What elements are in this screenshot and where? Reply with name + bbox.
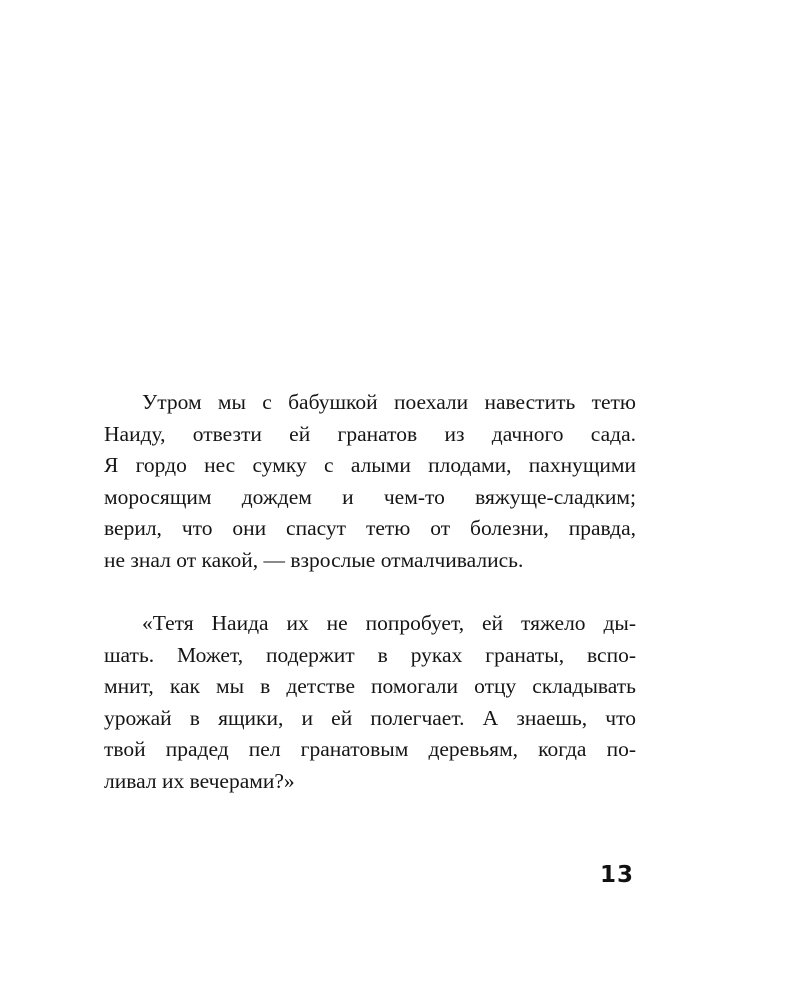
paragraph-line: твой прадед пел гранатовым деревьям, когда по- — [104, 737, 636, 761]
paragraph-line: верил, что они спасут тетю от болезни, правда, — [104, 516, 636, 540]
paragraph-line: не знал от какой, — взрослые отмалчивались. — [104, 547, 524, 572]
paragraph-line: ливал их вечерами?» — [104, 768, 295, 793]
paragraph-line: «Тетя Наида их не попробует, ей тяжело ды- — [142, 611, 636, 635]
paragraph-line: Утром мы с бабушкой поехали навестить тетю — [142, 390, 636, 414]
page-number: 13 — [599, 862, 634, 888]
paragraph-line: мнит, как мы в детстве помогали отцу складывать — [104, 674, 636, 698]
paragraph-line: Наиду, отвезти ей гранатов из дачного сада. — [104, 421, 636, 446]
paragraph-2 — [104, 608, 636, 797]
paragraph-line: урожай в ящики, и ей полегчает. А знаешь, что — [104, 705, 636, 730]
paragraph-line: моросящим дождем и чем-то вяжуще-сладким; — [104, 484, 636, 509]
paragraph-1 — [104, 387, 636, 576]
paragraph-line: шать. Может, подержит в руках гранаты, вспо- — [104, 642, 636, 667]
paragraph-line: Я гордо нес сумку с алыми плодами, пахнущими — [104, 453, 636, 477]
